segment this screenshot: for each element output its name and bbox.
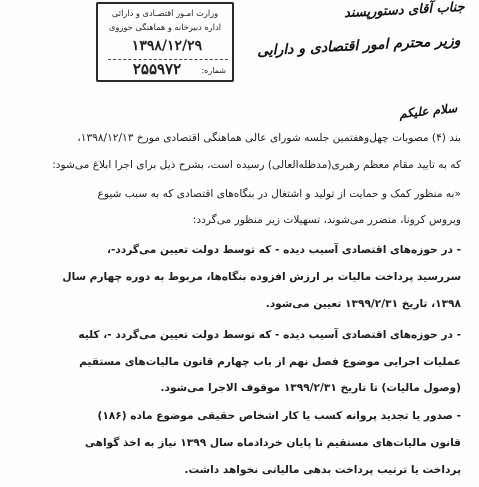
body-line: قانون مالیات‌های مستقیم تا پایان خردادماه سال ۱۳۹۹ نیاز به اخذ گواهی xyxy=(84,437,461,449)
addressee-handwritten: جناب آقای دستورپسند xyxy=(343,0,466,22)
stamp-handwritten-number: ۲۵۵۹۷۲ xyxy=(132,60,182,78)
stamp-number-label: شماره: xyxy=(201,66,226,75)
greeting-handwritten: سلام علیکم xyxy=(398,100,458,122)
registry-stamp xyxy=(96,2,234,82)
body-line: پرداخت یا ترتیب پرداخت بدهی مالیاتی نخواهد داشت. xyxy=(184,464,461,476)
recipient-handwritten: وزیر محترم امور اقتصادی و دارایی xyxy=(257,32,462,60)
body-line: (وصول مالیات) تا تاریخ ۱۳۹۹/۲/۳۱ موقوف الاجرا می‌شود. xyxy=(160,382,461,394)
body-line: - صدور یا تجدید پروانه کسب یا کار اشخاص حقیقی موضوع ماده (۱۸۶) xyxy=(97,410,461,422)
body-line: عملیات اجرایی موضوع فصل نهم از باب چهارم قانون مالیات‌های مستقیم xyxy=(79,356,461,368)
body-line: ۱۳۹۸، تاریخ ۱۳۹۹/۲/۳۱ تعیین می‌شود. xyxy=(265,298,461,310)
stamp-date: ۱۳۹۸/۱۲/۲۹ xyxy=(131,38,203,54)
stamp-org-line1: وزارت امـور اقتصـادی و دارائی xyxy=(111,8,219,18)
stamp-org-line2: اداره دبیرخانه و هماهنگی حوزوی xyxy=(108,22,222,32)
body-line: - در حوزه‌های اقتصادی آسیب دیده - که توسط دولت تعیین می‌گردد -، کلیه xyxy=(78,329,461,341)
body-line: بند (۴) مصوبات چهل‌وهفتمین جلسه شورای عالی هماهنگی اقتصادی مورخ ۱۳۹۸/۱۲/۱۳، xyxy=(77,132,461,144)
body-line: سررسید پرداخت مالیات بر ارزش افزوده بنگاه‌ها، مربوط به دوره چهارم سال xyxy=(62,271,461,283)
body-line: «به منظور کمک و حمایت از تولید و اشتغال در بنگاه‌های اقتصادی که به سبب شیوع xyxy=(97,188,461,200)
body-line: ویروس کرونا، متضرر می‌شوند، تسهیلات زیر منظور می‌گردد: xyxy=(192,214,461,226)
body-line: - در حوزه‌های اقتصادی آسیب دیده - که توسط دولت تعیین می‌گردد-، xyxy=(106,244,461,256)
body-line: که به تایید مقام معظم رهبری(مدظله‌العالی) رسیده است، بشرح ذیل برای اجرا ابلاغ می‌شود: xyxy=(52,159,461,171)
